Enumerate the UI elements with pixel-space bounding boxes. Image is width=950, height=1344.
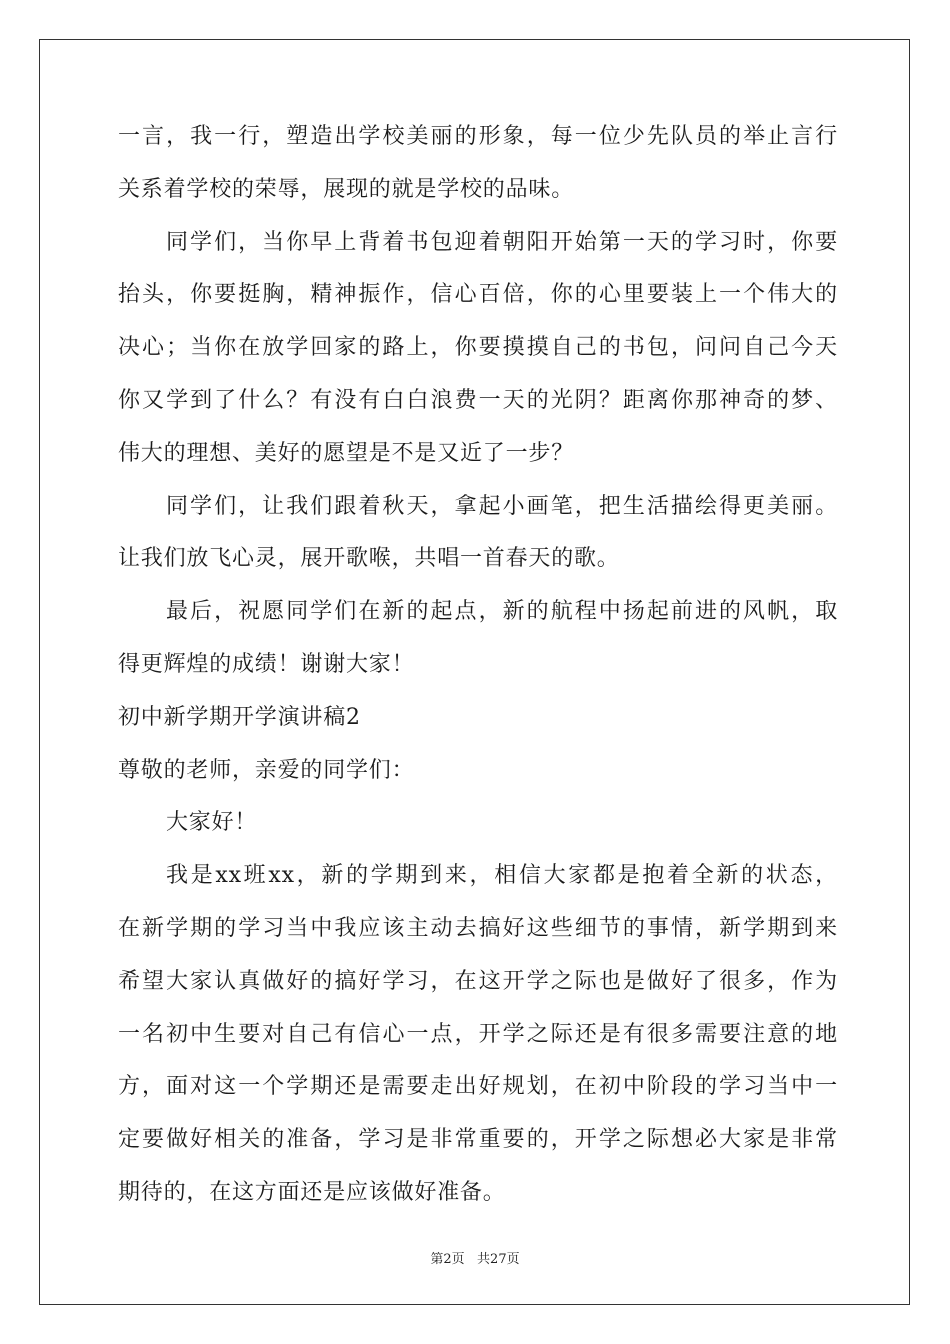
text-line: 决心；当你在放学回家的路上，你要摸摸自己的书包，问问自己今天	[118, 335, 838, 361]
greeting-line: 大家好！	[166, 810, 258, 836]
page-number-label: 第2页 共27页	[430, 1252, 520, 1267]
text-line: 一言，我一行，塑造出学校美丽的形象，每一位少先队员的举止言行	[118, 124, 838, 149]
text-line: 定要做好相关的准备，学习是非常重要的，开学之际想必大家是非常	[118, 1127, 838, 1153]
text-line: 希望大家认真做好的搞好学习，在这开学之际也是做好了很多，作为	[118, 968, 838, 994]
paragraph-start-line: 我是xx班xx，新的学期到来，相信大家都是抱着全新的状态，	[166, 863, 838, 889]
text-line: 你又学到了什么？有没有白白浪费一天的光阴？距离你那神奇的梦、	[118, 387, 838, 413]
paragraph-start-line: 最后，祝愿同学们在新的起点，新的航程中扬起前进的风帆，取	[166, 599, 838, 625]
text-line: 在新学期的学习当中我应该主动去搞好这些细节的事情，新学期到来	[118, 915, 838, 941]
text-line: 得更辉煌的成绩！谢谢大家！	[118, 651, 415, 677]
text-line: 方，面对这一个学期还是需要走出好规划，在初中阶段的学习当中一	[118, 1074, 838, 1100]
section-heading: 初中新学期开学演讲稿2	[118, 704, 361, 730]
text-line: 关系着学校的荣辱，展现的就是学校的品味。	[118, 176, 575, 202]
page-number-footer	[0, 1248, 950, 1267]
text-line: 抬头，你要挺胸，精神振作，信心百倍，你的心里要装上一个伟大的	[118, 282, 838, 308]
paragraph-start-line: 同学们，当你早上背着书包迎着朝阳开始第一天的学习时，你要	[166, 229, 838, 255]
text-line: 一名初中生要对自己有信心一点，开学之际还是有很多需要注意的地	[118, 1021, 838, 1047]
text-line: 伟大的理想、美好的愿望是不是又近了一步？	[118, 440, 575, 466]
salutation-line: 尊敬的老师，亲爱的同学们：	[118, 757, 415, 783]
text-line: 期待的，在这方面还是应该做好准备。	[118, 1179, 506, 1205]
document-body	[118, 124, 838, 1233]
text-line: 让我们放飞心灵，展开歌喉，共唱一首春天的歌。	[118, 546, 620, 572]
paragraph-start-line: 同学们，让我们跟着秋天，拿起小画笔，把生活描绘得更美丽。	[166, 493, 838, 519]
